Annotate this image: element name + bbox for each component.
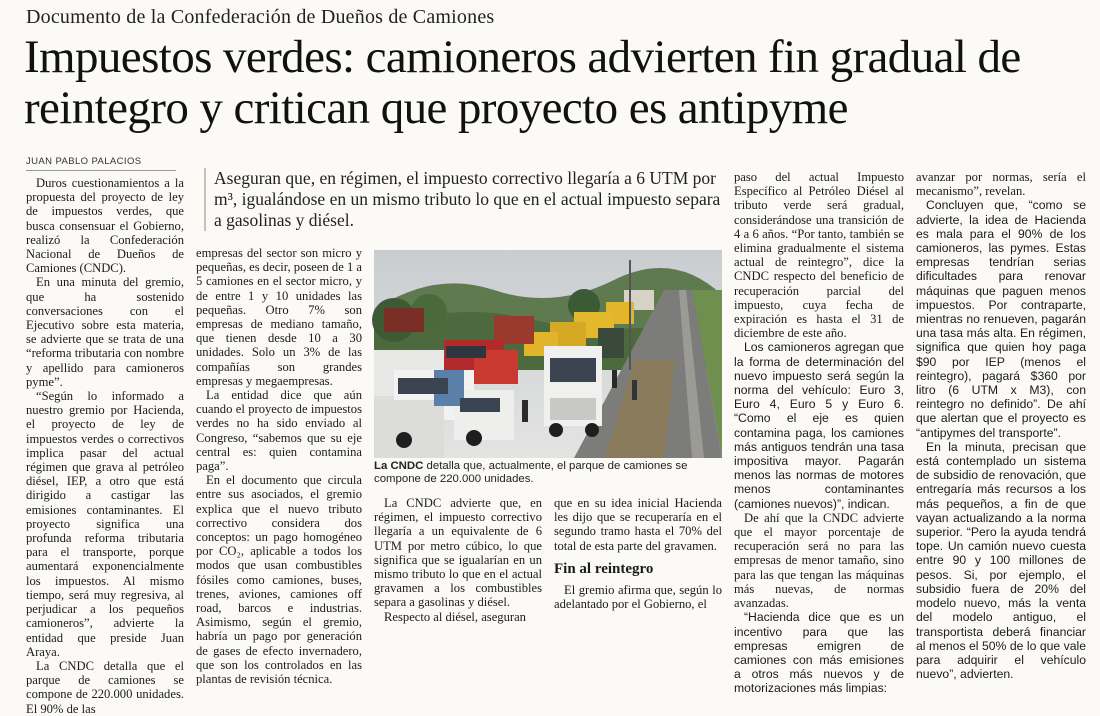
paragraph: que en su idea inicial Hacienda les dijo que se recuperaría en el segundo tramo hasta el 70% del total de esta parte del gravamen. xyxy=(554,496,722,553)
paragraph: paso del actual Impuesto Específico al Petróleo Diésel al tributo verde será gradual, considerándose una transición de 4 a 6 años. “Por tanto, también se elimina gradualmente el sistema actual de reintegro”, dice la CNDC respecto del beneficio de recuperación parcial del impuesto, cuya fecha de expiración es hasta el 31 de diciembre de este año. xyxy=(734,170,904,341)
paragraph: Duros cuestionamientos a la propuesta del proyecto de ley de impuestos verdes, que busca consensuar el Gobierno, realizó la Confederación Nacional de Dueños de Camiones (CNDC). xyxy=(26,176,184,276)
paragraph: De ahí que la CNDC advierte que el mayor porcentaje de recuperación será no para las empresas de menor tamaño, sino para las que tengan las máquinas más nuevas, de normas avanzadas. xyxy=(734,510,904,611)
kicker: Documento de la Confederación de Dueños de Camiones xyxy=(26,6,495,28)
byline: JUAN PABLO PALACIOS xyxy=(26,156,142,167)
column-2 xyxy=(196,246,362,687)
column-5 xyxy=(734,170,904,696)
paragraph: empresas del sector son micro y pequeñas, es decir, poseen de 1 a 5 camiones en el sector micro, y de entre 1 y 10 unidades las pequeñas. Otro 7% son empresas de mediano tamaño, que tienen desde 10 a 30 unidades. Solo un 3% de las compañías son grandes empresas y megaempresas. xyxy=(196,246,362,388)
paragraph: La entidad dice que aún cuando el proyecto de impuestos verdes no ha sido enviado al Congreso, “sabemos que su eje central es: quien contamina paga”. xyxy=(196,388,362,474)
paragraph: En el documento que circula entre sus asociados, el gremio explica que el nuevo tributo correctivo considera dos conceptos: un pago homogéneo por CO₂, aplicable a todos los modos que usan combustibles fósiles como camiones, buses, trenes, aviones, camiones off road, barcos e industrias. Asimismo, según el gremio, habría un pago por generación de gases de efecto invernadero, que son los controlados en las plantas de revisión técnica. xyxy=(196,473,362,687)
paragraph: Concluyen que, “como se advierte, la idea de Hacienda es mala para el 90% de los camioneros, las pymes. Estas empresas tendrían serias dificultades para renovar máquinas que paguen menos impuestos. Por contraparte, mientras no renueven, pagarán una tasa más alta. En régimen, significa que quien hoy paga $90 por IEP (menos el reintegro), pagará $360 por litro (6 UTM x M3), con reintegro no definido”. De ahí que alertan que el proyecto es “antipymes del transporte”. xyxy=(916,198,1086,440)
column-1 xyxy=(26,176,184,716)
paragraph: La CNDC advierte que, en régimen, el impuesto correctivo llegaría a un equivalente de 6 UTM por metro cúbico, lo que significa que se igualarían en un mismo tributo lo que en el actual gravamen a los combustibles separa a gasolinas y diésel. xyxy=(374,496,542,610)
photo-caption xyxy=(374,460,722,486)
photo xyxy=(374,250,722,458)
headline: Impuestos verdes: camioneros advierten fin gradual de reintegro y critican que proyecto es antipyme xyxy=(24,31,1021,134)
paragraph: La CNDC detalla que el parque de camiones se compone de 220.000 unidades. El 90% de las xyxy=(26,658,184,716)
paragraph: “Hacienda dice que es un incentivo para que las empresas emigren de camiones con más emisiones a otros más nuevos y de motorizaciones más limpias: xyxy=(734,610,904,696)
column-3 xyxy=(374,496,542,632)
column-6 xyxy=(916,170,1086,682)
paragraph: Los camioneros agregan que la forma de determinación del nuevo impuesto será según la norma del vehículo: Euro 3, Euro 4, Euro 5 y Euro 6. “Como el eje es quien contamina paga, los camiones más antiguos tendrán una tasa impositiva mayor. Pagarán menos las normas de motores menos contaminantes (camiones nuevos)”, indican. xyxy=(734,340,904,511)
column-4 xyxy=(554,496,722,632)
paragraph: Respecto al diésel, aseguran xyxy=(384,609,526,624)
deck: Aseguran que, en régimen, el impuesto correctivo llegaría a 6 UTM por m³, igualándose en un mismo tributo lo que en el actual impuesto separa a gasolinas y diésel. xyxy=(204,168,726,231)
paragraph: “Según lo informado a nuestro gremio por Hacienda, el proyecto de ley de impuestos verdes o correctivos implica pasar del actual régimen que grava al petróleo diésel, IEP, a otro que está dirigido a castigar las emisiones contaminantes. El proyecto significa una profunda reforma tributaria para el transporte, porque aumentará exponencialmente los impuestos. Al mismo tiempo, será muy regresiva, al perjudicar a los pequeños camioneros”, advierte la entidad que preside Juan Araya. xyxy=(26,389,184,659)
paragraph: avanzar por normas, sería el mecanismo”, revelan. xyxy=(916,170,1086,199)
caption-text: detalla que, actualmente, el parque de camiones se compone de 220.000 unidades. xyxy=(374,460,688,485)
paragraph: En la minuta, precisan que está contemplado un sistema de subsidio de renovación, que entregaría más recursos a los más pequeños, a fin de que vayan actualizando a la norma superior. “Pero la ayuda tendrá tope. Un camión nuevo cuesta entre 90 y 100 millones de pesos. Si, por ejemplo, el subsidio fuera de 20% del modelo nuevo, más la venta del modelo antiguo, el transportista deberá financiar al menos el 50% de lo que vale para adquirir el vehículo nuevo”, advierten. xyxy=(916,439,1086,682)
paragraph: El gremio afirma que, según lo adelantado por el Gobierno, el xyxy=(554,582,722,612)
byline-rule xyxy=(26,170,176,171)
caption-lead: La CNDC xyxy=(374,460,424,472)
subhead: Fin al reintegro xyxy=(554,560,654,577)
paragraph: En una minuta del gremio, que ha sostenido conversaciones con el Ejecutivo sobre esta materia, se advierte que se trata de una “reforma tributaria con nombre y apellido para camioneros pyme”. xyxy=(26,275,184,389)
truck-photo-illustration xyxy=(374,250,722,458)
